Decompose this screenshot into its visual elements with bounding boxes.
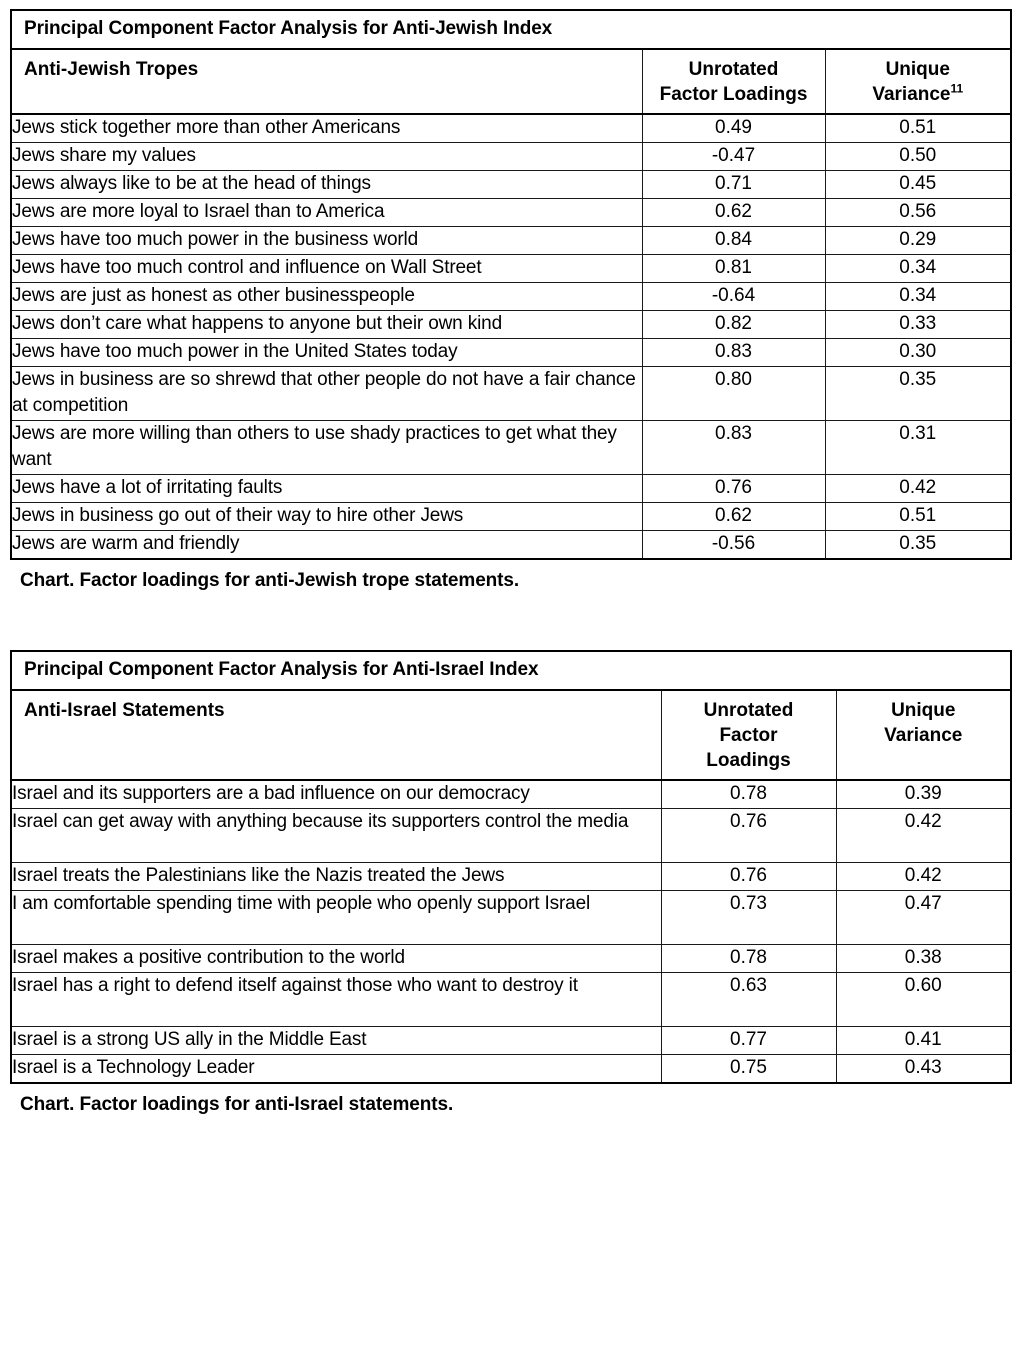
column-header-statement: Anti-Jewish Tropes bbox=[11, 49, 642, 114]
column-header-loadings bbox=[642, 49, 825, 114]
column-header-loadings-line2: Factor bbox=[719, 725, 778, 746]
variance-cell: 0.42 bbox=[836, 863, 1011, 891]
statement-cell: Jews in business go out of their way to hire other Jews bbox=[11, 503, 642, 531]
loading-cell: -0.47 bbox=[642, 143, 825, 171]
table-row bbox=[11, 421, 1011, 475]
table-row bbox=[11, 171, 1011, 199]
column-header-variance bbox=[825, 49, 1011, 114]
loading-cell: 0.83 bbox=[642, 339, 825, 367]
table-row bbox=[11, 891, 1011, 945]
table-row bbox=[11, 311, 1011, 339]
statement-cell: Jews stick together more than other Americans bbox=[11, 114, 642, 143]
loading-cell: -0.64 bbox=[642, 283, 825, 311]
figure-caption-anti-jewish: Chart. Factor loadings for anti-Jewish trope statements. bbox=[20, 570, 520, 591]
anti-jewish-index-table bbox=[10, 9, 1012, 560]
table-title-row bbox=[11, 651, 1011, 690]
table-row bbox=[11, 255, 1011, 283]
column-header-loadings-line1: Unrotated bbox=[688, 59, 779, 80]
statement-cell: Jews have too much power in the business world bbox=[11, 227, 642, 255]
variance-cell: 0.35 bbox=[825, 531, 1011, 560]
column-header-variance bbox=[836, 690, 1011, 780]
loading-cell: 0.63 bbox=[661, 973, 836, 1027]
column-header-variance-line2: Variance bbox=[884, 725, 963, 746]
variance-cell: 0.34 bbox=[825, 283, 1011, 311]
variance-cell: 0.31 bbox=[825, 421, 1011, 475]
variance-cell: 0.47 bbox=[836, 891, 1011, 945]
column-header-loadings-line3: Loadings bbox=[706, 750, 791, 771]
footnote-marker: 11 bbox=[950, 81, 964, 96]
table-row bbox=[11, 227, 1011, 255]
loading-cell: 0.78 bbox=[661, 780, 836, 809]
statement-cell: Israel can get away with anything because its supporters control the media bbox=[11, 809, 661, 863]
loading-cell: 0.73 bbox=[661, 891, 836, 945]
table-row bbox=[11, 283, 1011, 311]
column-header-statement: Anti-Israel Statements bbox=[11, 690, 661, 780]
statement-cell: Jews share my values bbox=[11, 143, 642, 171]
loading-cell: 0.62 bbox=[642, 503, 825, 531]
table-row bbox=[11, 809, 1011, 863]
table-title-row bbox=[11, 10, 1011, 49]
statement-cell: Jews are warm and friendly bbox=[11, 531, 642, 560]
loading-cell: 0.49 bbox=[642, 114, 825, 143]
table-row bbox=[11, 199, 1011, 227]
statement-cell: Jews are more willing than others to use shady practices to get what they want bbox=[11, 421, 642, 475]
table-title-cell bbox=[11, 10, 1011, 49]
variance-cell: 0.51 bbox=[825, 114, 1011, 143]
figure-caption-anti-israel: Chart. Factor loadings for anti-Israel statements. bbox=[20, 1094, 454, 1115]
statement-cell: Israel makes a positive contribution to the world bbox=[11, 945, 661, 973]
column-header-variance-line1: Unique bbox=[891, 700, 956, 721]
variance-cell: 0.50 bbox=[825, 143, 1011, 171]
table-row bbox=[11, 339, 1011, 367]
loading-cell: 0.71 bbox=[642, 171, 825, 199]
column-header-variance-line2: Variance bbox=[872, 84, 951, 105]
table-title: Principal Component Factor Analysis for Anti-Jewish Index bbox=[24, 18, 553, 39]
table-row bbox=[11, 367, 1011, 421]
loading-cell: -0.56 bbox=[642, 531, 825, 560]
variance-cell: 0.38 bbox=[836, 945, 1011, 973]
statement-cell: Israel is a Technology Leader bbox=[11, 1055, 661, 1084]
loading-cell: 0.78 bbox=[661, 945, 836, 973]
table-row bbox=[11, 780, 1011, 809]
table-row bbox=[11, 973, 1011, 1027]
variance-cell: 0.51 bbox=[825, 503, 1011, 531]
loading-cell: 0.77 bbox=[661, 1027, 836, 1055]
statement-cell: Jews have too much control and influence on Wall Street bbox=[11, 255, 642, 283]
variance-cell: 0.35 bbox=[825, 367, 1011, 421]
column-header-loadings-line1: Unrotated bbox=[703, 700, 794, 721]
statement-cell: Jews are more loyal to Israel than to America bbox=[11, 199, 642, 227]
loading-cell: 0.76 bbox=[661, 863, 836, 891]
loading-cell: 0.80 bbox=[642, 367, 825, 421]
statement-cell: Jews have a lot of irritating faults bbox=[11, 475, 642, 503]
variance-cell: 0.42 bbox=[836, 809, 1011, 863]
statement-cell: Israel and its supporters are a bad influence on our democracy bbox=[11, 780, 661, 809]
column-header-row bbox=[11, 49, 1011, 114]
statement-cell: Jews in business are so shrewd that other people do not have a fair chance at competition bbox=[11, 367, 642, 421]
variance-cell: 0.39 bbox=[836, 780, 1011, 809]
column-header-loadings-line2: Factor Loadings bbox=[659, 84, 808, 105]
column-header-loadings bbox=[661, 690, 836, 780]
table-row bbox=[11, 475, 1011, 503]
loading-cell: 0.82 bbox=[642, 311, 825, 339]
table-title: Principal Component Factor Analysis for Anti-Israel Index bbox=[24, 659, 539, 680]
variance-cell: 0.30 bbox=[825, 339, 1011, 367]
table-row bbox=[11, 863, 1011, 891]
variance-cell: 0.34 bbox=[825, 255, 1011, 283]
statement-cell: I am comfortable spending time with people who openly support Israel bbox=[11, 891, 661, 945]
variance-cell: 0.41 bbox=[836, 1027, 1011, 1055]
table-title-cell bbox=[11, 651, 1011, 690]
table-row bbox=[11, 503, 1011, 531]
table-row bbox=[11, 143, 1011, 171]
loading-cell: 0.83 bbox=[642, 421, 825, 475]
statement-cell: Israel has a right to defend itself against those who want to destroy it bbox=[11, 973, 661, 1027]
variance-cell: 0.43 bbox=[836, 1055, 1011, 1084]
loading-cell: 0.62 bbox=[642, 199, 825, 227]
statement-cell: Israel is a strong US ally in the Middle East bbox=[11, 1027, 661, 1055]
statement-cell: Jews always like to be at the head of things bbox=[11, 171, 642, 199]
column-header-variance-line1: Unique bbox=[885, 59, 950, 80]
section-gap bbox=[10, 592, 1010, 650]
anti-israel-index-table bbox=[10, 650, 1012, 1084]
variance-cell: 0.29 bbox=[825, 227, 1011, 255]
table-row bbox=[11, 531, 1011, 560]
table-row bbox=[11, 945, 1011, 973]
variance-cell: 0.42 bbox=[825, 475, 1011, 503]
statement-cell: Jews have too much power in the United States today bbox=[11, 339, 642, 367]
variance-cell: 0.60 bbox=[836, 973, 1011, 1027]
table-row bbox=[11, 1055, 1011, 1084]
variance-cell: 0.33 bbox=[825, 311, 1011, 339]
table-row bbox=[11, 1027, 1011, 1055]
statement-cell: Jews don’t care what happens to anyone but their own kind bbox=[11, 311, 642, 339]
loading-cell: 0.76 bbox=[661, 809, 836, 863]
loading-cell: 0.81 bbox=[642, 255, 825, 283]
statement-cell: Jews are just as honest as other businesspeople bbox=[11, 283, 642, 311]
loading-cell: 0.75 bbox=[661, 1055, 836, 1084]
table-row bbox=[11, 114, 1011, 143]
variance-cell: 0.45 bbox=[825, 171, 1011, 199]
loading-cell: 0.84 bbox=[642, 227, 825, 255]
statement-cell: Israel treats the Palestinians like the Nazis treated the Jews bbox=[11, 863, 661, 891]
variance-cell: 0.56 bbox=[825, 199, 1011, 227]
loading-cell: 0.76 bbox=[642, 475, 825, 503]
column-header-row bbox=[11, 690, 1011, 780]
